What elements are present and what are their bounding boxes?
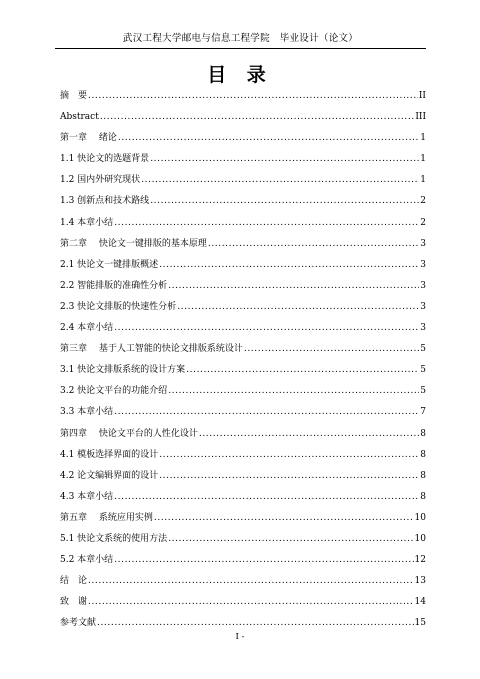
toc-entry-page: 5 [420, 365, 426, 376]
toc-entry-page: 1 [420, 175, 426, 186]
toc-leader-dots [159, 466, 419, 487]
toc-entry[interactable] [60, 107, 426, 128]
toc-entry-page: 8 [420, 491, 426, 502]
toc-entry-page: 10 [414, 533, 426, 544]
toc-entry[interactable] [60, 508, 426, 529]
toc-entry[interactable] [60, 466, 426, 487]
toc-leader-dots [100, 107, 415, 128]
toc-entry[interactable] [60, 529, 426, 550]
toc-entry-page: 3 [420, 323, 426, 334]
toc-leader-dots [141, 170, 419, 191]
toc-entry[interactable] [60, 550, 426, 571]
toc-entry[interactable] [60, 571, 426, 592]
toc-entry[interactable] [60, 234, 426, 255]
toc-entry[interactable] [60, 445, 426, 466]
toc-leader-dots [114, 487, 419, 508]
page-number: I - [235, 632, 245, 642]
toc-entry[interactable] [60, 297, 426, 318]
toc-entry-page: III [415, 112, 426, 123]
toc-entry-page: 13 [414, 576, 426, 587]
toc-entry[interactable] [60, 149, 426, 170]
toc-entry-label: 2.1 快论文一键排版概述 [60, 259, 159, 270]
toc-entry-label: 第五章 系统应用实例 [60, 512, 153, 523]
toc-entry-page: II [418, 91, 426, 101]
toc-entry-label: 5.2 本章小结 [60, 555, 114, 566]
toc-entry-page: 3 [420, 259, 426, 270]
toc-entry-label: 4.1 模板选择界面的设计 [60, 449, 159, 460]
toc-entry-page: 8 [420, 470, 426, 481]
toc-entry[interactable] [60, 487, 426, 508]
toc-entry[interactable] [60, 255, 426, 276]
toc-entry-label: 1.1 快论文的选题背景 [60, 154, 150, 165]
toc-leader-dots [168, 381, 419, 402]
toc-entry-label: 5.1 快论文系统的使用方法 [60, 533, 168, 544]
toc-leader-dots [159, 445, 419, 466]
toc-entry-label: 4.3 本章小结 [60, 491, 114, 502]
toc-entry-label: 3.2 快论文平台的功能介绍 [60, 386, 168, 397]
toc-entry-label: 2.2 智能排版的准确性分析 [60, 280, 168, 291]
running-header: 武汉工程大学邮电与信息工程学院 毕业设计（论文） [122, 33, 359, 44]
toc-entry[interactable] [60, 381, 426, 402]
toc-entry[interactable] [60, 170, 426, 191]
toc-leader-dots [88, 592, 414, 613]
toc-entry[interactable] [60, 128, 426, 149]
toc-entry-page: 3 [420, 280, 426, 291]
toc-leader-dots [150, 191, 419, 212]
toc-entry-page: 1 [420, 133, 426, 144]
toc-entry[interactable] [60, 213, 426, 234]
toc-leader-dots [114, 318, 419, 339]
toc-entry-label: Abstract [60, 112, 99, 123]
toc-entry-label: 摘 要 [60, 91, 88, 101]
toc-entry-page: 2 [420, 217, 426, 228]
toc-entry-page: 7 [420, 407, 426, 418]
toc-entry-page: 8 [420, 449, 426, 460]
toc-entry-label: 第四章 快论文平台的人性化设计 [60, 428, 198, 439]
toc-entry-page: 5 [420, 344, 426, 355]
header-rule [55, 48, 426, 49]
toc-leader-dots [244, 339, 419, 360]
toc-entry-label: 3.3 本章小结 [60, 407, 114, 418]
toc-entry-label: 2.3 快论文排版的快速性分析 [60, 301, 177, 312]
toc-entry-page: 3 [420, 301, 426, 312]
toc-entry[interactable] [60, 402, 426, 423]
toc-entry[interactable] [60, 318, 426, 339]
table-of-contents [60, 86, 426, 634]
toc-entry-label: 致 谢 [60, 597, 88, 608]
toc-entry[interactable] [60, 592, 426, 613]
toc-entry-label: 3.1 快论文排版系统的设计方案 [60, 365, 186, 376]
toc-entry-label: 第一章 绪论 [60, 133, 117, 144]
toc-leader-dots [150, 149, 419, 170]
toc-entry-label: 第三章 基于人工智能的快论文排版系统设计 [60, 344, 243, 355]
toc-leader-dots [154, 508, 414, 529]
toc-entry-label: 参考文献 [60, 618, 97, 629]
toc-leader-dots [199, 424, 419, 445]
page-title: 目 录 [207, 64, 273, 86]
toc-entry-label: 结 论 [60, 576, 88, 587]
toc-leader-dots [114, 402, 419, 423]
toc-leader-dots [177, 297, 419, 318]
toc-leader-dots [88, 571, 414, 592]
toc-entry[interactable] [60, 86, 426, 107]
toc-leader-dots [186, 360, 419, 381]
toc-leader-dots [114, 550, 413, 571]
toc-entry-page: 12 [414, 555, 426, 566]
toc-entry-label: 1.4 本章小结 [60, 217, 114, 228]
toc-entry-page: 1 [420, 154, 426, 165]
toc-entry-label: 第二章 快论文一键排版的基本原理 [60, 238, 207, 249]
toc-entry-page: 14 [414, 597, 426, 608]
toc-entry[interactable] [60, 360, 426, 381]
toc-leader-dots [159, 255, 419, 276]
toc-entry-label: 4.2 论文编辑界面的设计 [60, 470, 159, 481]
toc-entry-page: 15 [414, 618, 426, 629]
toc-leader-dots [88, 86, 418, 107]
toc-entry[interactable] [60, 276, 426, 297]
toc-entry[interactable] [60, 191, 426, 212]
toc-entry-page: 10 [414, 512, 426, 523]
toc-entry[interactable] [60, 339, 426, 360]
toc-entry-label: 1.3 创新点和技术路线 [60, 196, 150, 207]
toc-leader-dots [168, 276, 419, 297]
toc-leader-dots [114, 213, 419, 234]
toc-leader-dots [208, 234, 419, 255]
toc-entry-page: 5 [420, 386, 426, 397]
toc-entry-label: 1.2 国内外研究现状 [60, 175, 141, 186]
toc-leader-dots [168, 529, 413, 550]
toc-entry[interactable] [60, 424, 426, 445]
toc-leader-dots [118, 128, 419, 149]
toc-entry-page: 3 [420, 238, 426, 249]
toc-entry-label: 2.4 本章小结 [60, 323, 114, 334]
toc-entry-page: 8 [420, 428, 426, 439]
toc-entry-page: 2 [420, 196, 426, 207]
